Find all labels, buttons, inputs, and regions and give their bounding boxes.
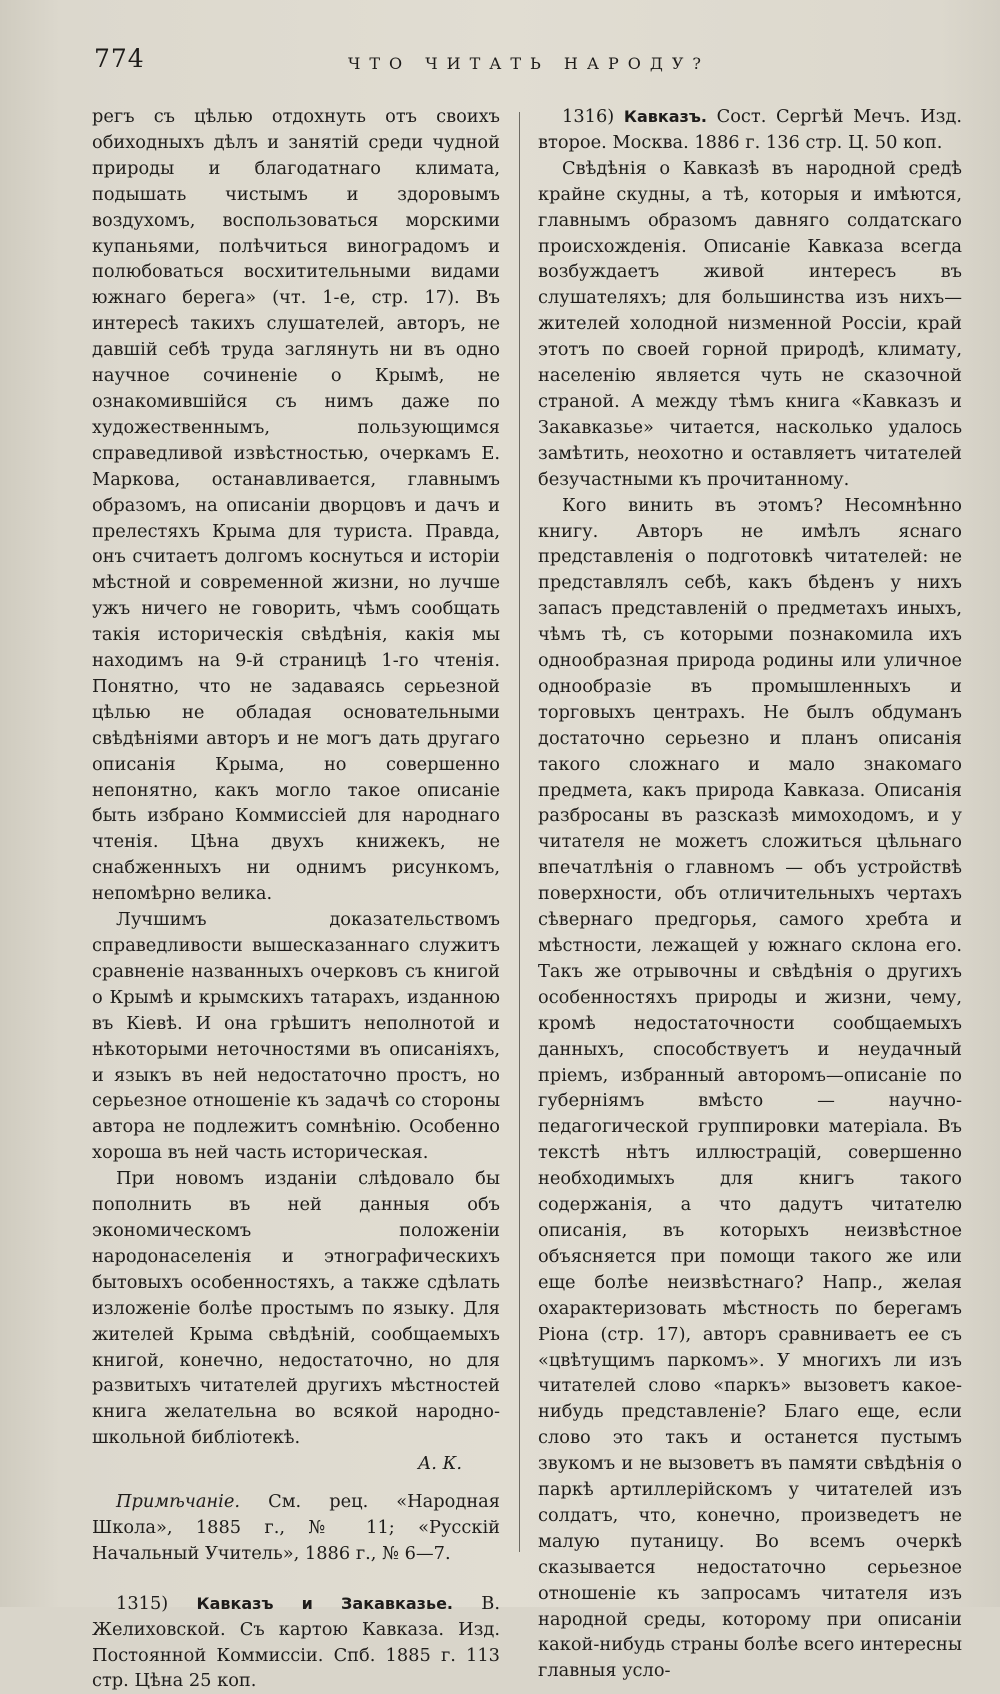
entry-details: В. Желиховской. Съ картою Кавказа. Изд. Постоянной Коммиссіи. Спб. 1885 г. 113 стр. Цѣна 25 коп. xyxy=(92,1592,500,1692)
signature: А. К. xyxy=(417,1453,462,1475)
column-divider xyxy=(519,112,520,1552)
entry-title: Кавказъ и Закавказье. xyxy=(196,1593,453,1613)
entry-number: 1315) xyxy=(116,1592,169,1614)
entry-title: Кавказъ. xyxy=(623,107,707,126)
paragraph: регъ съ цѣлью отдохнуть отъ своихъ обиходныхъ дѣлъ и занятій среди чудной природы и благодатнаго климата, подышать чистымъ и здоровымъ воздухомъ, воспользоваться морскими купаньями, полѣчиться виноградомъ и полюбоваться восхитительными видами южнаго берега» (чт. 1-е, стр. 17). Въ интересѣ такихъ слушателей, авторъ, не давшій себѣ труда заглянуть ни въ одно научное сочиненіе о Крымѣ, не ознакомившійся съ нимъ даже по художественнымъ, пользующимся справедливой извѣстностью, очеркамъ Е. Маркова, останавливается, главнымъ образомъ, на описаніи дворцовъ и дачъ и прелестяхъ Крыма для туриста. Правда, онъ считаетъ долгомъ коснуться и исторіи мѣстной и современной жизни, но лучше ужъ ничего не говорить, чѣмъ сообщать такія историческія свѣдѣнія, какія мы находимъ на 9-й страницѣ 1-го чтенія. Понятно, что не задаваясь серьезной цѣлью не обладая основательными свѣдѣніями авторъ и не могъ дать другаго описанія Крыма, но совершенно непонятно, какъ могло такое описаніе быть избрано Коммиссіей для народнаго чтенія. Цѣна двухъ книжекъ, не снабженныхъ ни однимъ рисункомъ, непомѣрно велика. xyxy=(92,106,500,905)
right-column xyxy=(538,104,962,1684)
bibliographic-entry xyxy=(538,104,962,156)
paragraph: Свѣдѣнія о Кавказѣ въ народной средѣ крайне скудны, а тѣ, которыя и имѣются, главнымъ образомъ давняго солдатскаго происхожденія. Описаніе Кавказа всегда возбуждаетъ живой интересъ въ слушателяхъ; для большинства изъ нихъ—жителей холодной низменной Россіи, край этотъ по своей горной природѣ, климату, населенію является чуть не сказочной страной. А между тѣмъ книга «Кавказъ и Закавказье» читается, насколько удалось замѣтить, неохотно и оставляетъ читателей безучастными къ прочитанному. xyxy=(538,157,962,490)
entry-details: Сост. Сергѣй Мечъ. Изд. второе. Москва. 1886 г. 136 стр. Ц. 50 коп. xyxy=(538,106,962,153)
entry-number: 1316) xyxy=(562,106,615,127)
paragraph: При новомъ изданіи слѣдовало бы пополнить въ ней данныя объ экономическомъ положеніи народонаселенія и этнографическихъ бытовыхъ особенностяхъ, а также сдѣлать изложеніе болѣе простымъ по языку. Для жителей Крыма свѣдѣній, сообщаемыхъ книгой, конечно, недостаточно, но для развитыхъ читателей другихъ мѣстностей книга желательна во всякой народно-школьной библіотекѣ. xyxy=(92,1168,500,1449)
footnote xyxy=(92,1489,500,1567)
paragraph: Лучшимъ доказательствомъ справедливости вышесказаннаго служитъ сравненіе названныхъ очерковъ съ книгой о Крымѣ и крымскихъ татарахъ, изданною въ Кіевѣ. И она грѣшитъ неполнотой и нѣкоторыми неточностями въ описаніяхъ, и языкъ въ ней недостаточно простъ, но серьезное отношеніе къ задачѣ со стороны автора не подлежитъ сомнѣнію. Особенно хороша въ ней часть историческая. xyxy=(92,909,500,1164)
bibliographic-entry xyxy=(92,1591,500,1694)
footnote-label: Примѣчаніе. xyxy=(116,1491,241,1513)
left-column xyxy=(92,104,500,1694)
page-number: 774 xyxy=(94,44,145,73)
paragraph: Кого винить въ этомъ? Несомнѣнно книгу. Авторъ не имѣлъ яснаго представленія о подготовкѣ читателей: не представлялъ себѣ, какъ бѣденъ у нихъ запасъ представленій о предметахъ иныхъ, чѣмъ тѣ, съ которыми познакомила ихъ однообразная природа родины или уличное однообразіе въ промышленныхъ и торговыхъ центрахъ. Не былъ обдуманъ достаточно серьезно и планъ описанія такого сложнаго и мало знакомаго предмета, какъ природа Кавказа. Описанія разбросаны въ разсказѣ мимоходомъ, и у читателя не можетъ сложиться цѣльнаго впечатлѣнія о главномъ — объ устройствѣ поверхности, объ отличительныхъ чертахъ сѣвернаго предгорья, самого хребта и мѣстности, лежащей у южнаго склона его. Такъ же отрывочны и свѣдѣнія о другихъ особенностяхъ природы и жизни, чему, кромѣ недостаточности сообщаемыхъ данныхъ, способствуетъ и неудачный пріемъ, избранный авторомъ—описаніе по губерніямъ вмѣсто — научно-педагогической группировки матеріала. Въ текстѣ нѣтъ иллюстрацій, совершенно необходимыхъ для книгъ такого содержанія, а что дадутъ читателю описанія, въ которыхъ неизвѣстное объясняется при помощи такого же или еще болѣе неизвѣстнаго? Напр., желая охарактеризовать мѣстность по берегамъ Ріона (стр. 17), авторъ сравниваетъ ее съ «цвѣтущимъ паркомъ». У многихъ ли изъ читателей слово «паркъ» вызоветъ какое-нибудь представленіе? Благо еще, если слово это такъ и останется пустымъ звукомъ и не вызоветъ въ памяти свѣдѣнія о паркѣ артиллерійскомъ у читателей изъ солдатъ, что, конечно, произведетъ не малую путаницу. Во всемъ очеркѣ сказывается недостаточно серьезное отношеніе къ запросамъ читателя изъ народной среды, которому при описаніи какой-нибудь страны болѣе всего интересны главныя усло- xyxy=(538,494,962,1682)
footnote-text: См. рец. «Народная Школа», 1885 г., № 11; «Русскій Начальный Учитель», 1886 г., № 6—7. xyxy=(92,1491,500,1564)
running-title: ЧТО ЧИТАТЬ НАРОДУ? xyxy=(348,54,710,73)
